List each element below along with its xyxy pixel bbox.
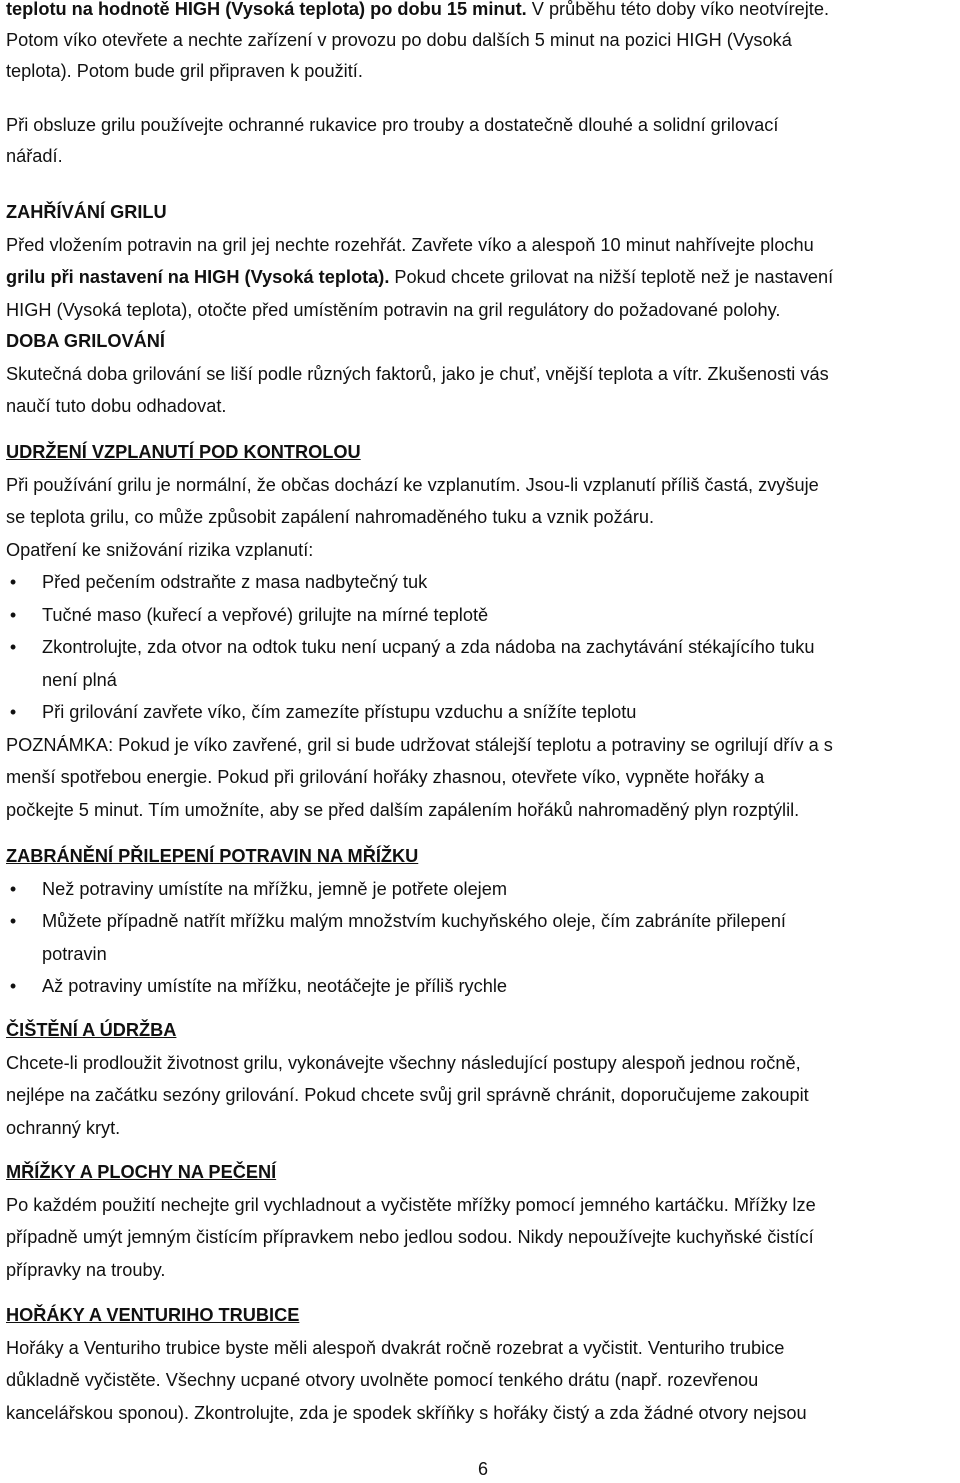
bullet-text: Před pečením odstraňte z masa nadbytečný tuk: [42, 572, 428, 592]
bullet-icon: •: [9, 604, 17, 625]
intro-line-1: [6, 0, 956, 25]
gloves-line-1: Při obsluze grilu používejte ochranné rukavice pro trouby a dostatečně dlouhé a solidní grilovací: [6, 115, 779, 135]
list-item: [6, 599, 956, 632]
grilling-time-line-1: Skutečná doba grilování se liší podle různých faktorů, jako je chuť, vnější teplota a vítr. Zkušenosti vás: [6, 363, 829, 384]
section-grilling-time: [6, 325, 956, 423]
section-burners: [6, 1299, 956, 1429]
list-item: [6, 696, 956, 729]
section-cleaning: [6, 1014, 956, 1144]
bullet-text: Při grilování zavřete víko, čím zamezíte přístupu vzduchu a snížíte teplotu: [42, 702, 637, 722]
heating-line-1: Před vložením potravin na gril jej nechte rozehřát. Zavřete víko a alespoň 10 minut nahřívejte plochu: [6, 234, 814, 255]
section-prevent-sticking: [6, 840, 956, 1003]
list-item: [6, 905, 956, 970]
burners-line-3: kancelářskou sponou). Zkontrolujte, zda je spodek skříňky s hořáky čistý a zda žádné otvory nejsou: [6, 1402, 807, 1423]
cleaning-line-3: ochranný kryt.: [6, 1117, 121, 1138]
list-item: [6, 631, 956, 696]
gloves-line-2: nářadí.: [6, 146, 63, 166]
section-flare-ups: [6, 436, 956, 826]
list-item: [6, 566, 956, 599]
flare-line-1: Při používání grilu je normální, že občas dochází ke vzplanutím. Jsou-li vzplanutí příliš častá, zvyšuje: [6, 474, 819, 495]
heading-flare-ups: UDRŽENÍ VZPLANUTÍ POD KONTROLOU: [6, 442, 361, 462]
flare-line-2: se teplota grilu, co může způsobit zapálení nahromaděného tuku a vznik požáru.: [6, 507, 655, 527]
heading-heating: ZAHŘÍVÁNÍ GRILU: [6, 202, 167, 222]
bullet-icon: •: [9, 702, 17, 722]
heading-grilling-time: DOBA GRILOVÁNÍ: [6, 331, 165, 351]
intro-line-2: Potom víko otevřete a nechte zařízení v provozu po dobu dalších 5 minut na pozici HIGH (Vysoká: [6, 30, 792, 50]
list-item: [6, 873, 956, 906]
note-line-3: počkejte 5 minut. Tím umožníte, aby se před dalším zapálením hořáků nahromaděný plyn rozptýlil.: [6, 799, 800, 820]
bullet-icon: •: [9, 572, 17, 592]
intro-bold-text: teplotu na hodnotě HIGH (Vysoká teplota) po dobu 15 minut.: [6, 0, 527, 19]
note-line-1: POZNÁMKA: Pokud je víko zavřené, gril si bude udržovat stálejší teplotu a potraviny se ogrilují dřív a s: [6, 734, 833, 755]
bullet-text: Tučné maso (kuřecí a vepřové) grilujte na mírné teplotě: [42, 604, 489, 625]
heating-line-3: HIGH (Vysoká teplota), otočte před umístěním potravin na gril regulátory do požadované polohy.: [6, 299, 781, 320]
intro-line-1-rest: V průběhu této doby víko neotvírejte.: [526, 0, 830, 19]
page-number: 6: [477, 1459, 488, 1479]
heating-line-2: [6, 261, 956, 294]
bullet-text-continued: není plná: [42, 669, 117, 690]
grates-line-1: Po každém použití nechejte gril vychladnout a vyčistěte mřížky pomocí jemného kartáčku. Mřížky lze: [6, 1194, 816, 1215]
bullet-icon: •: [9, 976, 17, 996]
cleaning-line-1: Chcete-li prodloužit životnost grilu, vykonávejte všechny následující postupy alespoň jednou ročně,: [6, 1052, 801, 1073]
bullet-text: Až potraviny umístíte na mřížku, neotáčejte je příliš rychle: [42, 976, 507, 996]
heading-grates: MŘÍŽKY A PLOCHY NA PEČENÍ: [6, 1162, 277, 1182]
grilling-time-line-2: naučí tuto dobu odhadovat.: [6, 396, 227, 416]
heating-bold-text: grilu při nastavení na HIGH (Vysoká teplota).: [6, 267, 390, 287]
heading-burners: HOŘÁKY A VENTURIHO TRUBICE: [6, 1305, 300, 1325]
grates-line-2: případně umýt jemným čistícím přípravkem nebo jedlou sodou. Nikdy nepoužívejte kuchyňské čistící: [6, 1227, 814, 1247]
bullet-text: Zkontrolujte, zda otvor na odtok tuku není ucpaný a zda nádoba na zachytávání stékajícího tuku: [42, 637, 815, 657]
bullet-text: Než potraviny umístíte na mřížku, jemně je potřete olejem: [42, 878, 507, 899]
flare-line-3: Opatření ke snižování rizika vzplanutí:: [6, 539, 314, 560]
burners-line-2: důkladně vyčistěte. Všechny ucpané otvory uvolněte pomocí tenkého drátu (např. rozevřenou: [6, 1370, 759, 1390]
cleaning-line-2: nejlépe na začátku sezóny grilování. Pokud chcete svůj gril správně chránit, doporučujeme zakoupit: [6, 1085, 809, 1105]
burners-line-1: Hořáky a Venturiho trubice byste měli alespoň dvakrát ročně rozebrat a vyčistit. Venturiho trubice: [6, 1337, 785, 1358]
grates-line-3: přípravky na trouby.: [6, 1259, 166, 1280]
heading-prevent-sticking: ZABRÁNĚNÍ PŘILEPENÍ POTRAVIN NA MŘÍŽKU: [6, 846, 419, 866]
bullet-icon: •: [9, 911, 17, 931]
list-item: [6, 970, 956, 1003]
bullet-text: Můžete případně natřít mřížku malým množstvím kuchyňského oleje, čím zabráníte přilepení: [42, 911, 786, 931]
bullet-text-continued: potravin: [42, 943, 107, 964]
section-grates: [6, 1156, 956, 1286]
bullet-icon: •: [9, 878, 17, 899]
heating-line-2-rest: Pokud chcete grilovat na nižší teplotě než je nastavení: [389, 267, 834, 287]
intro-line-3: teplota). Potom bude gril připraven k použití.: [6, 61, 363, 81]
bullet-icon: •: [9, 637, 17, 657]
section-heating: [6, 196, 956, 326]
note-line-2: menší spotřebou energie. Pokud při grilování hořáky zhasnou, otevřete víko, vypněte hořáky a: [6, 767, 765, 787]
intro-paragraph: [6, 0, 956, 172]
heading-cleaning: ČIŠTĚNÍ A ÚDRŽBA: [6, 1020, 177, 1040]
